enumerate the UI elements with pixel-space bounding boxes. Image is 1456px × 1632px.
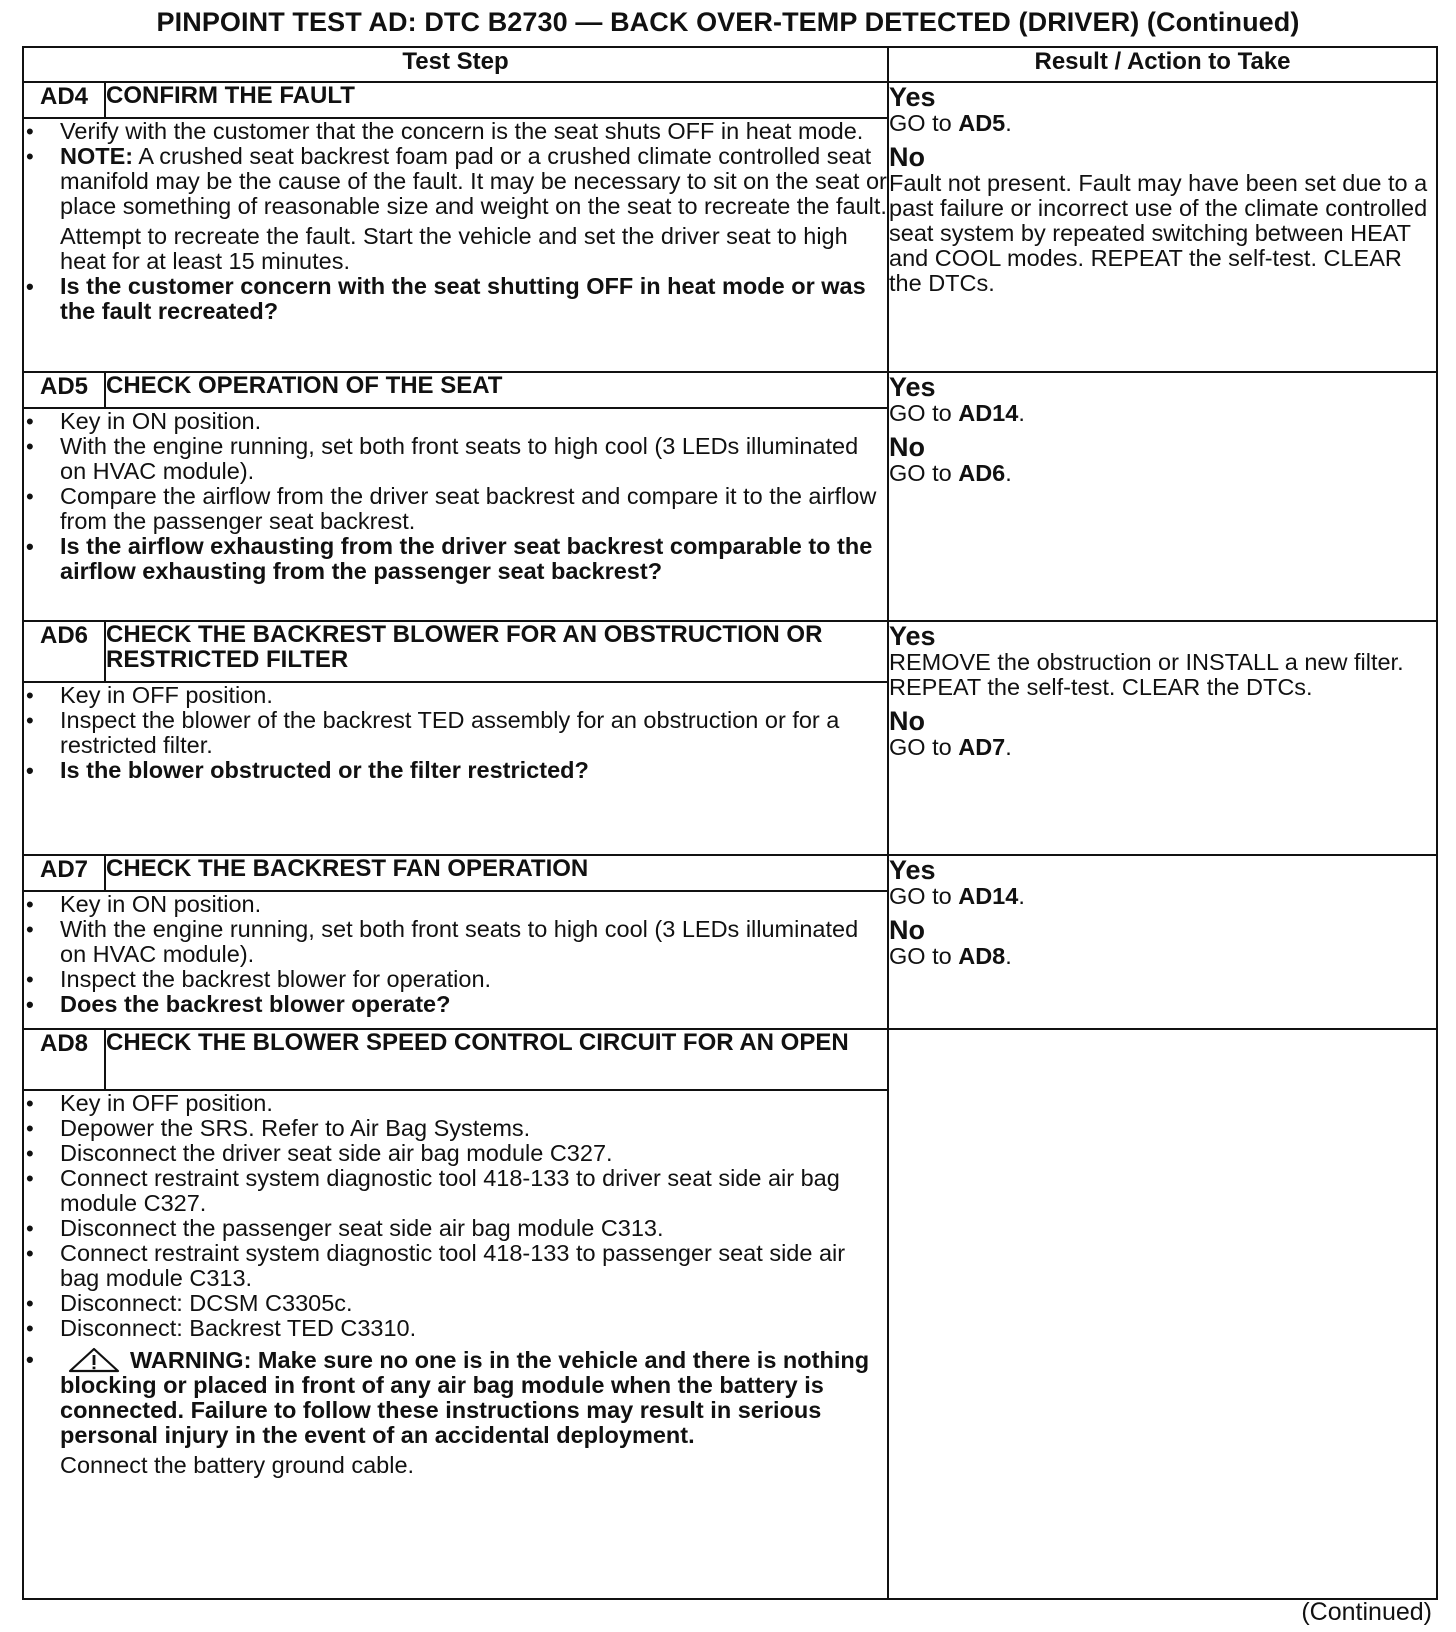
continued-footer: (Continued) xyxy=(1301,1598,1432,1626)
step-ad5-heading-row xyxy=(23,372,1437,408)
step-ad6-heading-row xyxy=(23,621,1437,682)
step-instruction: Attempt to recreate the fault. Start the vehicle and set the driver seat to high heat for at least 15 minutes. xyxy=(60,223,848,274)
step-question: • Is the customer concern with the seat shutting OFF in heat mode or was the fault recreated? xyxy=(24,274,887,324)
list-item: • Disconnect the passenger seat side air bag module C313. xyxy=(24,1216,887,1241)
list-item: • With the engine running, set both front seats to high cool (3 LEDs illuminated on HVAC module). xyxy=(24,917,887,967)
pinpoint-test-table xyxy=(22,46,1438,1600)
list-item: • Connect restraint system diagnostic tool 418-133 to driver seat side air bag module C327. xyxy=(24,1166,887,1216)
list-item: • NOTE: A crushed seat backrest foam pad or a crushed climate controlled seat manifold may be the cause of the fault. It may be necessary to sit on the seat or place something of reasonable size and weight on the seat to recreate the fault. xyxy=(24,144,887,219)
warning-text: WARNING: Make sure no one is in the vehicle and there is nothing blocking or placed in front of any air bag module when the battery is connected. Failure to follow these instructions may result in serious personal injury in the event of an accidental deployment. xyxy=(60,1347,870,1448)
list-item: • Disconnect the driver seat side air bag module C327. xyxy=(24,1141,887,1166)
step-body-ad6 xyxy=(23,682,888,855)
result-no-action: Fault not present. Fault may have been set due to a past failure or incorrect use of the climate controlled seat system by repeated switching between HEAT and COOL modes. REPEAT the self-test. CLEAR the DTCs. xyxy=(889,170,1428,296)
result-ad6 xyxy=(888,621,1437,855)
result-no-action: GO to AD7. xyxy=(889,734,1012,760)
warning-triangle-icon xyxy=(68,1347,120,1373)
result-ad7 xyxy=(888,855,1437,1029)
result-yes-label: Yes xyxy=(889,82,936,112)
result-no-label: No xyxy=(889,706,925,736)
list-item: • Key in ON position. xyxy=(24,409,887,434)
list-item: • Disconnect: DCSM C3305c. xyxy=(24,1291,887,1316)
step-id-ad4: AD4 xyxy=(23,82,105,118)
note-label: NOTE: xyxy=(60,143,134,169)
list-item: • Inspect the backrest blower for operation. xyxy=(24,967,887,992)
result-yes-action: REMOVE the obstruction or INSTALL a new filter. REPEAT the self-test. CLEAR the DTCs. xyxy=(889,649,1404,700)
step-ad8-heading-row xyxy=(23,1029,1437,1090)
list-item: • Depower the SRS. Refer to Air Bag Systems. xyxy=(24,1116,887,1141)
goto-link[interactable]: AD14 xyxy=(958,883,1019,909)
step-body-ad8 xyxy=(23,1090,888,1599)
result-yes-action: GO to AD14. xyxy=(889,883,1025,909)
list-item: • Verify with the customer that the concern is the seat shuts OFF in heat mode. xyxy=(24,119,887,144)
result-yes-label: Yes xyxy=(889,855,936,885)
step-body-ad4 xyxy=(23,118,888,372)
header-test-step: Test Step xyxy=(23,47,888,82)
goto-link[interactable]: AD7 xyxy=(958,734,1006,760)
step-question: • Is the blower obstructed or the filter restricted? xyxy=(24,758,887,783)
step-id-ad6: AD6 xyxy=(23,621,105,682)
table-header-row xyxy=(23,47,1437,82)
result-yes-label: Yes xyxy=(889,621,936,651)
goto-link[interactable]: AD14 xyxy=(958,400,1019,426)
step-title-ad7: CHECK THE BACKREST FAN OPERATION xyxy=(105,855,888,891)
list-item: • Key in OFF position. xyxy=(24,1091,887,1116)
list-item: • Disconnect: Backrest TED C3310. xyxy=(24,1316,887,1341)
step-title-ad8: CHECK THE BLOWER SPEED CONTROL CIRCUIT FOR AN OPEN xyxy=(105,1029,888,1090)
result-yes-label: Yes xyxy=(889,372,936,402)
goto-link[interactable]: AD5 xyxy=(958,110,1006,136)
result-ad5 xyxy=(888,372,1437,621)
list-item: • Inspect the blower of the backrest TED assembly for an obstruction or for a restricted filter. xyxy=(24,708,887,758)
warning-item xyxy=(24,1347,887,1448)
step-ad4-heading-row xyxy=(23,82,1437,118)
result-no-label: No xyxy=(889,915,925,945)
step-title-ad5: CHECK OPERATION OF THE SEAT xyxy=(105,372,888,408)
step-title-ad6: CHECK THE BACKREST BLOWER FOR AN OBSTRUCTION OR RESTRICTED FILTER xyxy=(105,621,888,682)
list-item: • Compare the airflow from the driver seat backrest and compare it to the airflow from the passenger seat backrest. xyxy=(24,484,887,534)
list-item: • Key in OFF position. xyxy=(24,683,887,708)
step-title-ad4: CONFIRM THE FAULT xyxy=(105,82,888,118)
step-body-ad5 xyxy=(23,408,888,621)
step-question: • Is the airflow exhausting from the driver seat backrest comparable to the airflow exhausting from the passenger seat backrest? xyxy=(24,534,887,584)
result-yes-action: GO to AD5. xyxy=(889,110,1012,136)
result-ad4 xyxy=(888,82,1437,372)
header-result-action: Result / Action to Take xyxy=(888,47,1437,82)
goto-link[interactable]: AD8 xyxy=(958,943,1006,969)
result-no-action: GO to AD8. xyxy=(889,943,1012,969)
list-item: • Key in ON position. xyxy=(24,892,887,917)
step-ad7-heading-row xyxy=(23,855,1437,891)
result-ad8 xyxy=(888,1029,1437,1599)
step-id-ad7: AD7 xyxy=(23,855,105,891)
step-instruction: Connect the battery ground cable. xyxy=(60,1452,415,1478)
step-body-ad7 xyxy=(23,891,888,1029)
page-title: PINPOINT TEST AD: DTC B2730 — BACK OVER-TEMP DETECTED (DRIVER) (Continued) xyxy=(156,7,1300,37)
step-question: • Does the backrest blower operate? xyxy=(24,992,887,1017)
list-item: • Connect restraint system diagnostic tool 418-133 to passenger seat side air bag module C313. xyxy=(24,1241,887,1291)
step-id-ad8: AD8 xyxy=(23,1029,105,1090)
result-no-label: No xyxy=(889,432,925,462)
result-no-action: GO to AD6. xyxy=(889,460,1012,486)
result-no-label: No xyxy=(889,142,925,172)
result-yes-action: GO to AD14. xyxy=(889,400,1025,426)
goto-link[interactable]: AD6 xyxy=(958,460,1006,486)
list-item: • With the engine running, set both front seats to high cool (3 LEDs illuminated on HVAC module). xyxy=(24,434,887,484)
step-id-ad5: AD5 xyxy=(23,372,105,408)
